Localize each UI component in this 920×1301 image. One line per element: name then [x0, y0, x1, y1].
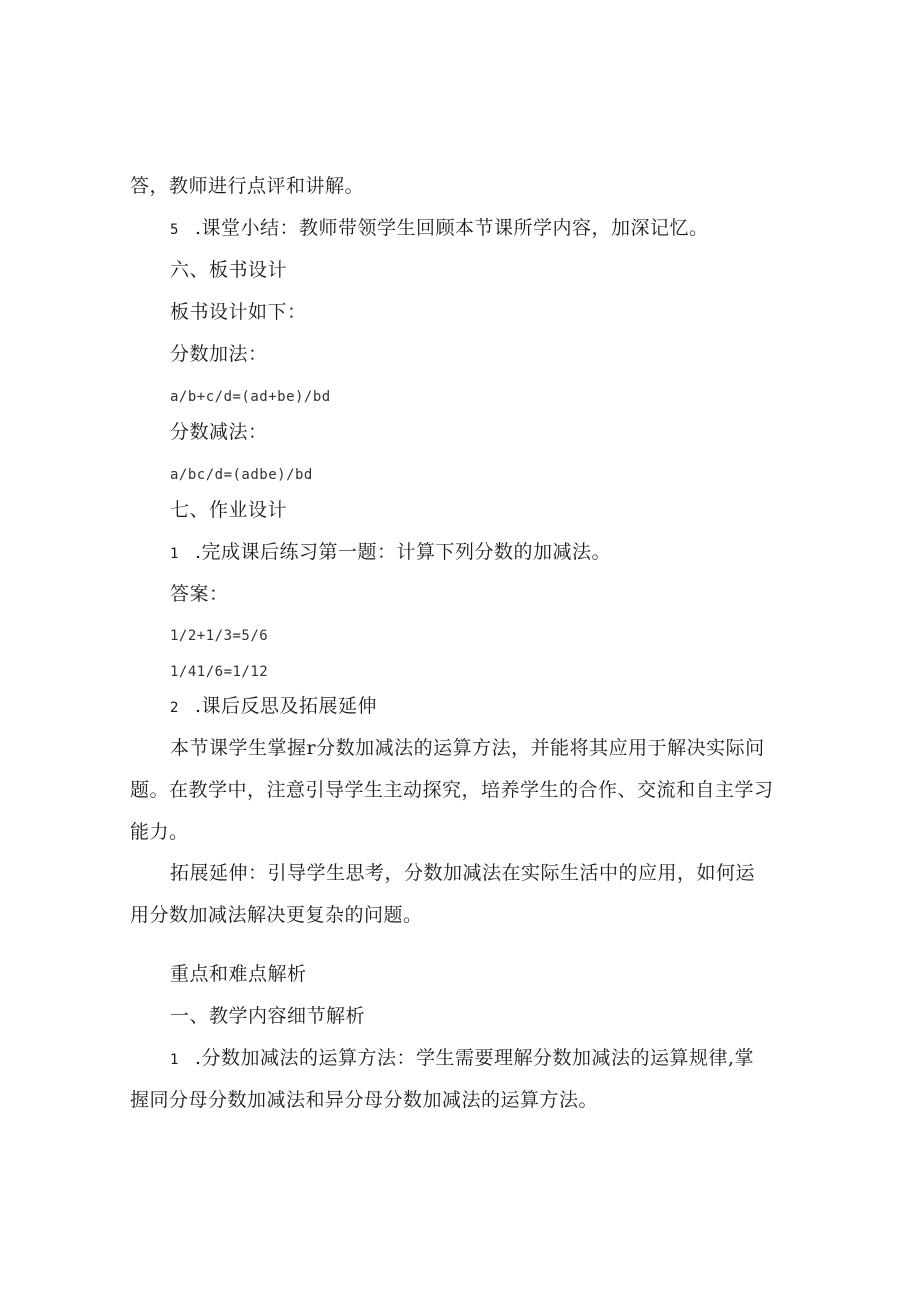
section-heading-key-points: 重点和难点解析 — [170, 963, 307, 985]
list-text: .分数加减法的运算方法：学生需要理解分数加减法的运算规律,掌 — [194, 1047, 755, 1069]
list-text: .课后反思及拓展延伸 — [194, 695, 377, 717]
formula-addition: a/b+c/d=(ad+be)/bd — [170, 389, 331, 405]
paragraph-line: 本节课学生掌握r分数加减法的运算方法，并能将其应用于解决实际问 — [170, 737, 765, 759]
paragraph-line: 能力。 — [130, 821, 189, 843]
text-line: 分数加法： — [170, 343, 268, 365]
list-item-5 — [170, 216, 708, 242]
list-number: 1 — [170, 1052, 179, 1068]
paragraph-line: 题。在教学中，注意引导学生主动探究，培养学生的合作、交流和自主学习 — [130, 779, 774, 801]
paragraph-line: 握同分母分数加减法和异分母分数加减法的运算方法。 — [130, 1089, 599, 1111]
section-heading-7: 七、作业设计 — [170, 499, 288, 521]
text-line: 答，教师进行点评和讲解。 — [130, 175, 365, 197]
text-line: 分数减法： — [170, 421, 268, 443]
answer-formula: 1/2+1/3=5/6 — [170, 628, 269, 644]
section-heading-6: 六、板书设计 — [170, 259, 288, 281]
list-number: 1 — [170, 546, 179, 562]
list-item-2 — [170, 694, 377, 720]
list-number: 5 — [170, 222, 179, 238]
text-line: 板书设计如下： — [170, 301, 307, 323]
list-item-1 — [170, 540, 611, 566]
list-number: 2 — [170, 700, 179, 716]
list-text: .课堂小结：教师带领学生回顾本节课所学内容，加深记忆。 — [194, 217, 709, 239]
text-line: 答案： — [170, 583, 229, 605]
paragraph-line: 用分数加减法解决更复杂的问题。 — [130, 904, 423, 926]
section-heading-1: 一、教学内容细节解析 — [170, 1005, 366, 1027]
list-text: .完成课后练习第一题：计算下列分数的加减法。 — [194, 541, 611, 563]
list-item-1 — [170, 1046, 754, 1072]
answer-formula: 1/41/6=1/12 — [170, 664, 269, 680]
formula-subtraction: a/bc/d=(adbe)/bd — [170, 467, 313, 483]
paragraph-line: 拓展延伸：引导学生思考，分数加减法在实际生活中的应用，如何运 — [170, 862, 756, 884]
